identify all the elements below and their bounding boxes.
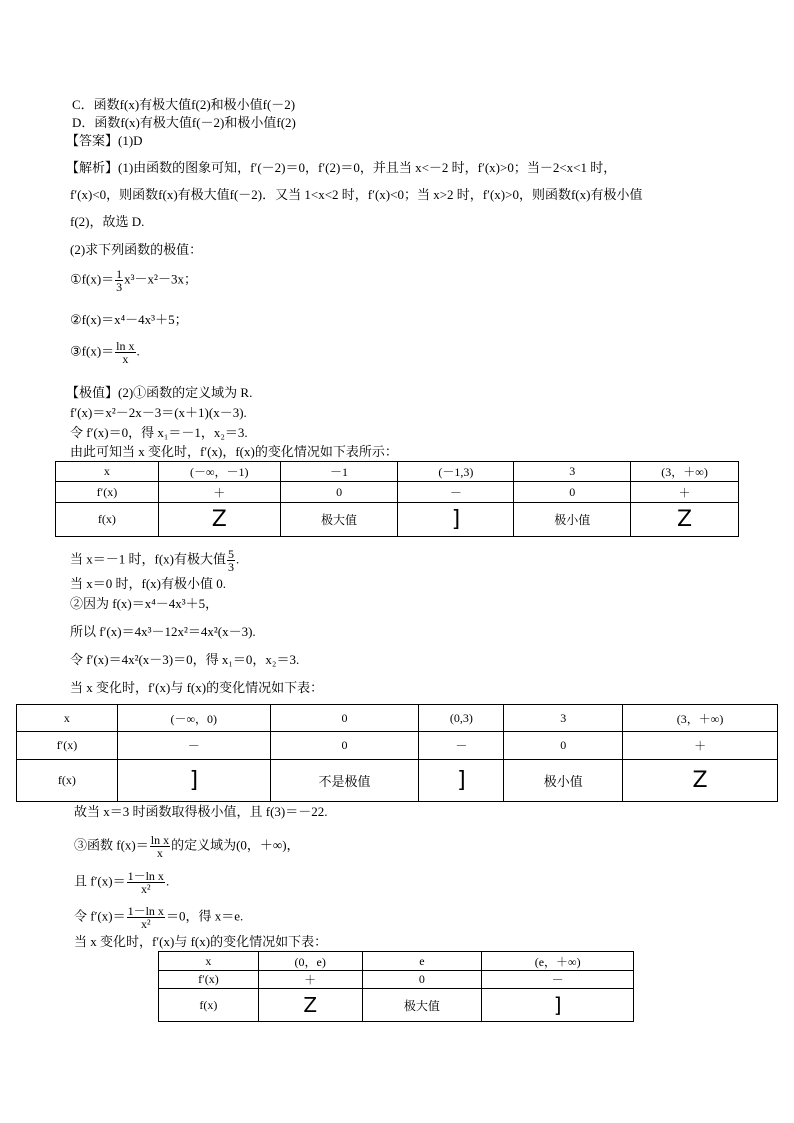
fraction: $\frac{1}{3}$ bbox=[116, 267, 123, 294]
part3-line-4: 当 x 变化时，f′(x)与 f(x)的变化情况如下表： bbox=[74, 934, 328, 949]
analysis-line-3: f(2)，故选 D. bbox=[70, 214, 145, 229]
function-2: ②f(x)＝x⁴－4x³＋5； bbox=[70, 312, 188, 327]
fraction: $\frac{\text{ln x}}{x}$ bbox=[116, 339, 135, 366]
table-row: f(x) Z 极大值 ] 极小值 Z bbox=[56, 503, 739, 537]
result-max: 当 x＝－1 时，f(x)有极大值 $\frac{5}{3}$ . bbox=[70, 547, 240, 574]
part3-line-3: 令 f′(x)＝ $\frac{\text{1－ln x}}{\text{x²}}$ ＝0，得 x＝e. bbox=[74, 904, 244, 931]
decreasing-icon: ] bbox=[482, 989, 634, 1022]
table-row: f′(x) － 0 － 0 ＋ bbox=[17, 732, 778, 760]
decreasing-icon: ] bbox=[419, 760, 504, 802]
option-c: C．函数f(x)有极大值f(2)和极小值f(－2) bbox=[72, 97, 296, 112]
fraction: $\frac{\text{1－ln x}}{\text{x²}}$ bbox=[127, 869, 164, 896]
part2-conclusion: 故当 x＝3 时函数取得极小值，且 f(3)＝－22. bbox=[74, 804, 328, 819]
solution-line-4: 由此可知当 x 变化时，f′(x)，f(x)的变化情况如下表所示： bbox=[70, 444, 398, 459]
solution-line-3: 令 f′(x)＝0，得 x₁＝－1，x₂＝3. bbox=[70, 425, 248, 440]
solution-line-1: 【极值】(2)①函数的定义域为 R. bbox=[66, 385, 253, 400]
solution-line-2: f′(x)＝x²－2x－3＝(x＋1)(x－3). bbox=[70, 405, 247, 420]
table-row: x (0，e) e (e，＋∞) bbox=[159, 952, 634, 971]
function-3: ③f(x)＝ $\frac{\text{ln x}}{x}$ . bbox=[70, 339, 140, 366]
analysis-line-2: f′(x)<0，则函数f(x)有极大值f(－2)．又当 1<x<2 时，f′(x)<0；当 x>2 时，f′(x)>0，则函数f(x)有极小值 bbox=[70, 187, 643, 202]
increasing-icon: Z bbox=[258, 989, 362, 1022]
part2-line-4: 当 x 变化时，f′(x)与 f(x)的变化情况如下表： bbox=[70, 680, 324, 695]
question-2: (2)求下列函数的极值： bbox=[70, 242, 203, 257]
answer-line: 【答案】(1)D bbox=[66, 133, 143, 148]
fraction: $\frac{\text{ln x}}{x}$ bbox=[150, 833, 170, 860]
table-row: f′(x) ＋ 0 － bbox=[159, 971, 634, 989]
table-row: f′(x) ＋ 0 － 0 ＋ bbox=[56, 482, 739, 503]
part2-line-1: ②因为 f(x)＝x⁴－4x³＋5， bbox=[70, 596, 219, 611]
analysis-line-1: 【解析】(1)由函数的图象可知，f′(－2)＝0，f′(2)＝0，并且当 x<－2 时，f′(x)>0；当－2<x<1 时， bbox=[66, 160, 617, 175]
table-row: x (－∞，0) 0 (0,3) 3 (3，＋∞) bbox=[17, 705, 778, 732]
result-min: 当 x＝0 时，f(x)有极小值 0. bbox=[70, 576, 226, 591]
increasing-icon: Z bbox=[631, 503, 739, 537]
part3-line-2: 且 f′(x)＝ $\frac{\text{1－ln x}}{\text{x²}}$ . bbox=[74, 869, 170, 896]
decreasing-icon: ] bbox=[398, 503, 514, 537]
variation-table-2 bbox=[16, 704, 778, 802]
variation-table-1 bbox=[55, 461, 739, 537]
decreasing-icon: ] bbox=[117, 760, 270, 802]
option-d: D．函数f(x)有极大值f(－2)和极小值f(2) bbox=[72, 115, 296, 130]
function-1: ①f(x)＝ $\frac{1}{3}$ x³－x²－3x； bbox=[70, 267, 197, 294]
table-row: x (－∞，－1) －1 (－1,3) 3 (3，＋∞) bbox=[56, 462, 739, 482]
increasing-icon: Z bbox=[623, 760, 778, 802]
part3-line-1: ③函数 f(x)＝ $\frac{\text{ln x}}{x}$ 的定义域为(0，＋∞)， bbox=[74, 833, 300, 860]
increasing-icon: Z bbox=[158, 503, 280, 537]
part2-line-2: 所以 f′(x)＝4x³－12x²＝4x²(x－3). bbox=[70, 624, 256, 639]
part2-line-3: 令 f′(x)＝4x²(x－3)＝0，得 x₁＝0，x₂＝3. bbox=[70, 652, 300, 667]
variation-table-3 bbox=[158, 951, 634, 1022]
table-row: f(x) Z 极大值 ] bbox=[159, 989, 634, 1022]
table-row: f(x) ] 不是极值 ] 极小值 Z bbox=[17, 760, 778, 802]
fraction: $\frac{5}{3}$ bbox=[228, 547, 234, 574]
fraction: $\frac{\text{1－ln x}}{\text{x²}}$ bbox=[127, 904, 164, 931]
